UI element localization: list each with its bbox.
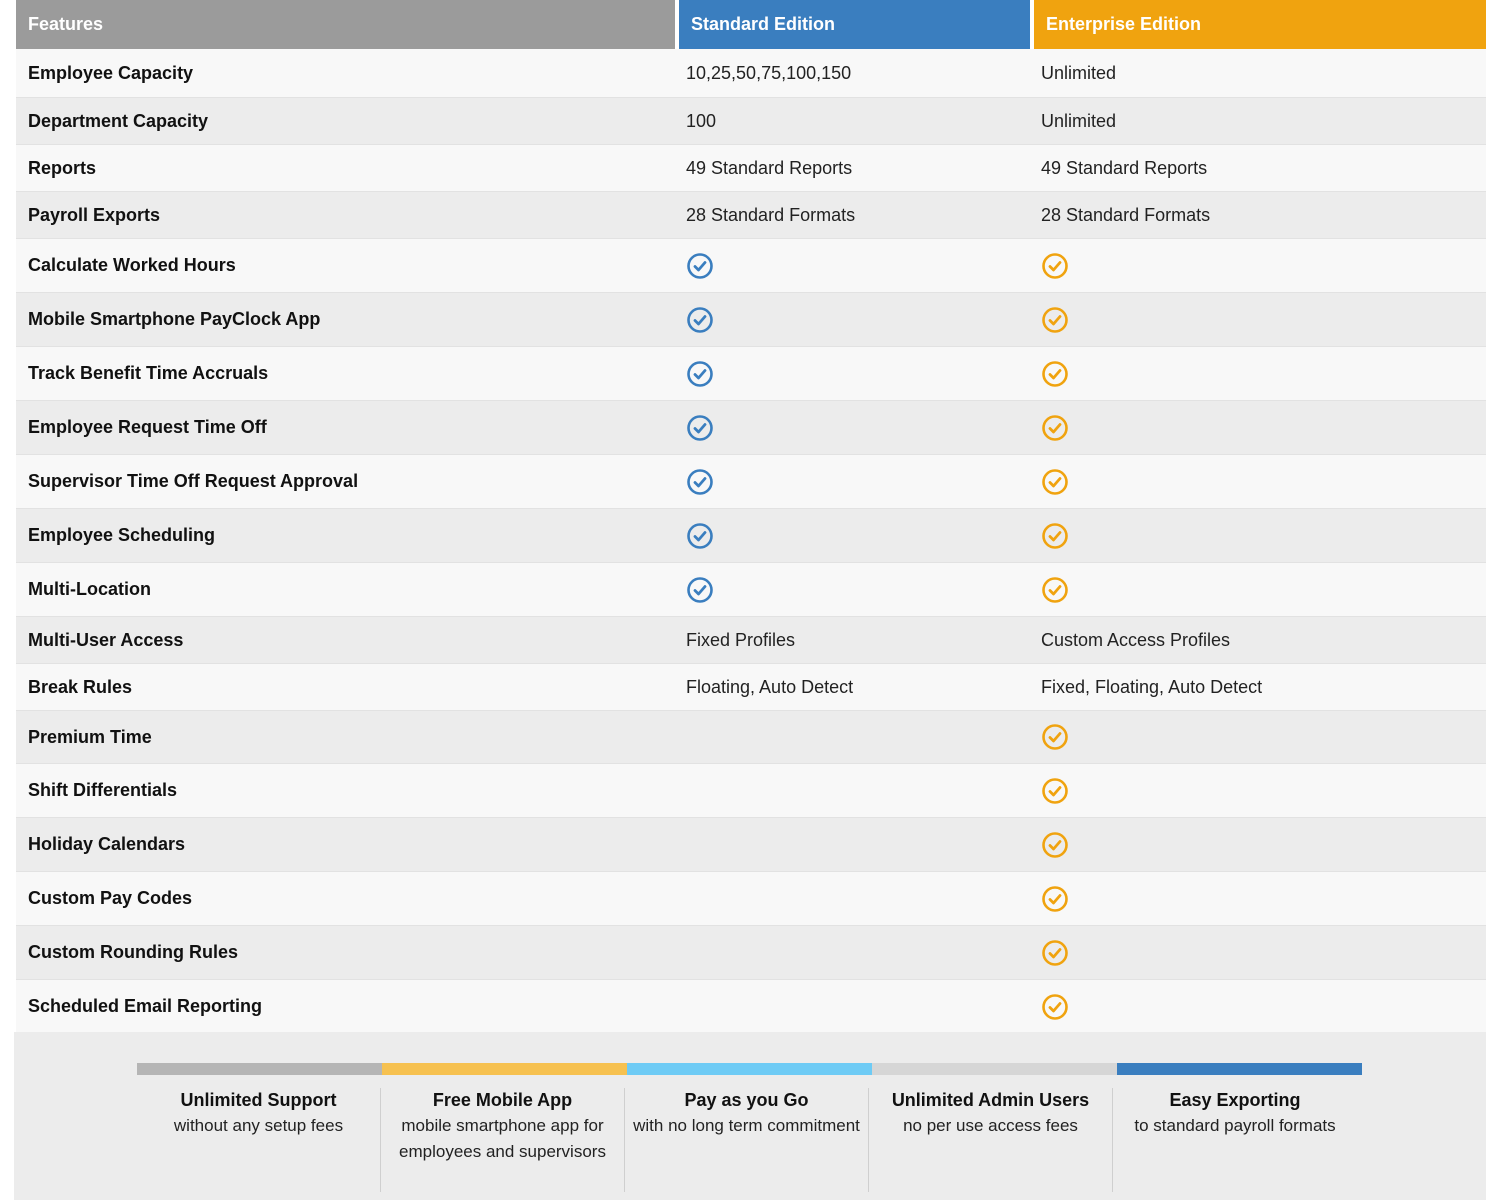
benefit-title: Free Mobile App — [432, 1090, 573, 1110]
feature-name: Multi-Location — [28, 579, 151, 599]
benefit-description: mobile smartphone app for employees and supervisors — [399, 1116, 606, 1161]
feature-name: Custom Rounding Rules — [28, 942, 238, 962]
enterprise-check-icon — [1041, 993, 1069, 1021]
benefit-color-bar — [872, 1063, 1117, 1075]
enterprise-edition-cell — [1030, 360, 1486, 388]
table-row — [16, 926, 1486, 980]
table-row — [16, 293, 1486, 347]
feature-name: Employee Scheduling — [28, 525, 216, 545]
enterprise-edition-column-header: Enterprise Edition — [1034, 0, 1486, 49]
table-header — [16, 0, 1486, 49]
benefit-item — [137, 1088, 381, 1192]
benefit-description: without any setup fees — [173, 1116, 344, 1135]
standard-edition-cell — [675, 468, 1030, 496]
standard-edition-cell: 100 — [686, 110, 717, 131]
benefit-item — [381, 1088, 625, 1192]
standard-edition-cell — [675, 414, 1030, 442]
feature-name: Shift Differentials — [28, 780, 178, 800]
feature-name: Track Benefit Time Accruals — [28, 363, 269, 383]
standard-check-icon — [686, 414, 714, 442]
enterprise-edition-cell: Unlimited — [1041, 110, 1117, 131]
benefit-item — [869, 1088, 1113, 1192]
enterprise-check-icon — [1041, 885, 1069, 913]
standard-edition-cell — [675, 576, 1030, 604]
standard-edition-cell: Floating, Auto Detect — [686, 676, 854, 697]
benefit-description: with no long term commitment — [633, 1116, 860, 1135]
standard-check-icon — [686, 252, 714, 280]
feature-name: Employee Capacity — [28, 62, 194, 83]
comparison-table — [16, 0, 1486, 1034]
enterprise-edition-cell — [1030, 576, 1486, 604]
enterprise-edition-cell — [1030, 939, 1486, 967]
standard-edition-cell: Fixed Profiles — [686, 629, 796, 650]
feature-name: Mobile Smartphone PayClock App — [28, 309, 321, 329]
standard-edition-column-header: Standard Edition — [679, 0, 1030, 49]
enterprise-check-icon — [1041, 831, 1069, 859]
standard-check-icon — [686, 576, 714, 604]
benefit-description: no per use access fees — [903, 1116, 1078, 1135]
enterprise-edition-cell — [1030, 831, 1486, 859]
table-body — [16, 49, 1486, 1034]
benefit-title: Easy Exporting — [1169, 1090, 1301, 1110]
enterprise-edition-cell: Unlimited — [1041, 62, 1117, 83]
enterprise-edition-cell — [1030, 993, 1486, 1021]
table-row — [16, 49, 1486, 98]
benefit-title: Pay as you Go — [684, 1090, 809, 1110]
enterprise-check-icon — [1041, 414, 1069, 442]
benefit-title: Unlimited Admin Users — [891, 1090, 1090, 1110]
enterprise-edition-cell: 28 Standard Formats — [1041, 204, 1211, 225]
table-row — [16, 818, 1486, 872]
enterprise-check-icon — [1041, 723, 1069, 751]
enterprise-check-icon — [1041, 252, 1069, 280]
feature-name: Supervisor Time Off Request Approval — [28, 471, 359, 491]
table-row — [16, 617, 1486, 664]
benefit-color-bar — [382, 1063, 627, 1075]
standard-check-icon — [686, 468, 714, 496]
standard-edition-cell — [675, 522, 1030, 550]
enterprise-check-icon — [1041, 306, 1069, 334]
feature-name: Custom Pay Codes — [28, 888, 193, 908]
enterprise-edition-cell — [1030, 252, 1486, 280]
enterprise-check-icon — [1041, 777, 1069, 805]
enterprise-edition-cell — [1030, 885, 1486, 913]
enterprise-edition-cell — [1030, 414, 1486, 442]
enterprise-edition-cell — [1030, 306, 1486, 334]
feature-name: Reports — [28, 157, 97, 178]
benefit-list — [137, 1088, 1357, 1192]
table-row — [16, 347, 1486, 401]
benefits-footer — [14, 1032, 1486, 1200]
enterprise-check-icon — [1041, 468, 1069, 496]
enterprise-edition-cell — [1030, 777, 1486, 805]
feature-name: Scheduled Email Reporting — [28, 996, 263, 1016]
standard-edition-cell — [675, 306, 1030, 334]
enterprise-edition-cell — [1030, 468, 1486, 496]
benefit-color-bars — [137, 1063, 1362, 1075]
benefit-description: to standard payroll formats — [1134, 1116, 1336, 1135]
table-row — [16, 509, 1486, 563]
table-row — [16, 872, 1486, 926]
standard-edition-cell: 10,25,50,75,100,150 — [686, 62, 852, 83]
table-row — [16, 711, 1486, 764]
feature-name: Holiday Calendars — [28, 834, 186, 854]
table-row — [16, 239, 1486, 293]
standard-check-icon — [686, 306, 714, 334]
feature-name: Break Rules — [28, 676, 133, 697]
benefit-color-bar — [1117, 1063, 1362, 1075]
enterprise-check-icon — [1041, 576, 1069, 604]
table-row — [16, 764, 1486, 818]
standard-edition-cell: 49 Standard Reports — [686, 157, 853, 178]
standard-check-icon — [686, 360, 714, 388]
feature-name: Calculate Worked Hours — [28, 255, 236, 275]
table-row — [16, 401, 1486, 455]
table-row — [16, 98, 1486, 145]
enterprise-edition-cell: 49 Standard Reports — [1041, 157, 1208, 178]
benefit-color-bar — [627, 1063, 872, 1075]
standard-edition-cell — [675, 252, 1030, 280]
enterprise-edition-cell: Custom Access Profiles — [1041, 629, 1231, 650]
table-row — [16, 145, 1486, 192]
enterprise-check-icon — [1041, 360, 1069, 388]
benefit-title: Unlimited Support — [180, 1090, 337, 1110]
feature-name: Premium Time — [28, 726, 152, 747]
feature-name: Department Capacity — [28, 110, 209, 131]
standard-edition-cell — [675, 360, 1030, 388]
benefit-item — [1113, 1088, 1357, 1192]
enterprise-edition-cell — [1030, 522, 1486, 550]
feature-name: Payroll Exports — [28, 204, 161, 225]
table-row — [16, 980, 1486, 1034]
benefit-item — [625, 1088, 869, 1192]
table-row — [16, 563, 1486, 617]
feature-name: Employee Request Time Off — [28, 417, 267, 437]
enterprise-check-icon — [1041, 939, 1069, 967]
table-row — [16, 664, 1486, 711]
table-row — [16, 192, 1486, 239]
standard-check-icon — [686, 522, 714, 550]
enterprise-edition-cell: Fixed, Floating, Auto Detect — [1041, 676, 1263, 697]
features-column-header: Features — [16, 0, 675, 49]
enterprise-edition-cell — [1030, 723, 1486, 751]
benefit-color-bar — [137, 1063, 382, 1075]
enterprise-check-icon — [1041, 522, 1069, 550]
table-row — [16, 455, 1486, 509]
standard-edition-cell: 28 Standard Formats — [686, 204, 856, 225]
feature-name: Multi-User Access — [28, 629, 184, 650]
